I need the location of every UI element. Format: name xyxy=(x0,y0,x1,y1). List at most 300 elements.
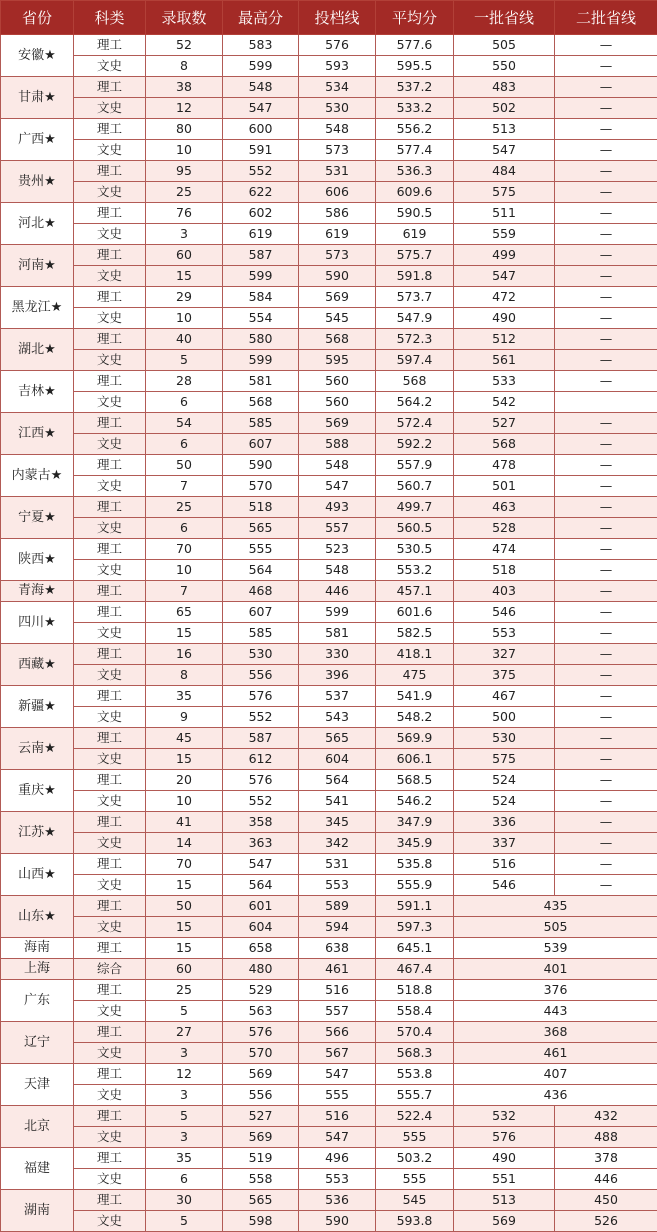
first-batch-line-cell: 513 xyxy=(454,119,555,140)
province-cell: 吉林★ xyxy=(1,371,74,413)
table-row xyxy=(1,644,657,665)
max-score-cell: 556 xyxy=(223,1085,299,1106)
max-score-cell: 554 xyxy=(223,308,299,329)
admitted-count-cell: 8 xyxy=(146,56,223,77)
admitted-count-cell: 50 xyxy=(146,455,223,476)
admitted-count-cell: 7 xyxy=(146,581,223,602)
max-score-cell: 569 xyxy=(223,1127,299,1148)
table-row xyxy=(1,728,657,749)
category-cell: 理工 xyxy=(74,1148,146,1169)
province-cell: 北京 xyxy=(1,1106,74,1148)
province-cell: 上海 xyxy=(1,959,74,980)
first-batch-line-cell: 490 xyxy=(454,1148,555,1169)
second-batch-line-cell: — xyxy=(555,56,657,77)
max-score-cell: 658 xyxy=(223,938,299,959)
province-cell: 江西★ xyxy=(1,413,74,455)
admitted-count-cell: 70 xyxy=(146,854,223,875)
cutoff-line-cell: 569 xyxy=(299,287,376,308)
province-cell: 新疆★ xyxy=(1,686,74,728)
first-batch-line-cell: 551 xyxy=(454,1169,555,1190)
average-score-cell: 568 xyxy=(376,371,454,392)
province-cell: 辽宁 xyxy=(1,1022,74,1064)
average-score-cell: 536.3 xyxy=(376,161,454,182)
second-batch-line-cell: — xyxy=(555,77,657,98)
max-score-cell: 587 xyxy=(223,728,299,749)
cutoff-line-cell: 545 xyxy=(299,308,376,329)
category-cell: 文史 xyxy=(74,476,146,497)
second-batch-line-cell: 432 xyxy=(555,1106,657,1127)
table-row xyxy=(1,203,657,224)
province-cell: 河南★ xyxy=(1,245,74,287)
average-score-cell: 475 xyxy=(376,665,454,686)
cutoff-line-cell: 586 xyxy=(299,203,376,224)
category-cell: 理工 xyxy=(74,245,146,266)
table-row xyxy=(1,329,657,350)
cutoff-line-cell: 573 xyxy=(299,140,376,161)
province-cell: 宁夏★ xyxy=(1,497,74,539)
first-batch-line-cell: 478 xyxy=(454,455,555,476)
table-row xyxy=(1,791,657,812)
first-batch-line-cell: 484 xyxy=(454,161,555,182)
max-score-cell: 569 xyxy=(223,1064,299,1085)
second-batch-line-cell: — xyxy=(555,875,657,896)
category-cell: 文史 xyxy=(74,623,146,644)
category-cell: 文史 xyxy=(74,1085,146,1106)
cutoff-line-cell: 553 xyxy=(299,875,376,896)
average-score-cell: 347.9 xyxy=(376,812,454,833)
category-cell: 文史 xyxy=(74,875,146,896)
table-row xyxy=(1,623,657,644)
header-second-batch-line: 二批省线 xyxy=(555,1,657,35)
category-cell: 理工 xyxy=(74,980,146,1001)
max-score-cell: 363 xyxy=(223,833,299,854)
first-batch-line-cell: 547 xyxy=(454,266,555,287)
admitted-count-cell: 65 xyxy=(146,602,223,623)
table-row xyxy=(1,182,657,203)
category-cell: 综合 xyxy=(74,959,146,980)
average-score-cell: 593.8 xyxy=(376,1211,454,1232)
header-admitted-count: 录取数 xyxy=(146,1,223,35)
category-cell: 文史 xyxy=(74,266,146,287)
second-batch-line-cell: 450 xyxy=(555,1190,657,1211)
max-score-cell: 548 xyxy=(223,77,299,98)
admitted-count-cell: 15 xyxy=(146,917,223,938)
category-cell: 理工 xyxy=(74,539,146,560)
second-batch-line-cell: 446 xyxy=(555,1169,657,1190)
province-cell: 山西★ xyxy=(1,854,74,896)
table-row xyxy=(1,98,657,119)
admitted-count-cell: 50 xyxy=(146,896,223,917)
category-cell: 理工 xyxy=(74,455,146,476)
max-score-cell: 555 xyxy=(223,539,299,560)
max-score-cell: 591 xyxy=(223,140,299,161)
first-batch-line-cell: 576 xyxy=(454,1127,555,1148)
max-score-cell: 480 xyxy=(223,959,299,980)
table-row xyxy=(1,1169,657,1190)
first-batch-line-cell: 527 xyxy=(454,413,555,434)
second-batch-line-cell: — xyxy=(555,98,657,119)
table-row xyxy=(1,413,657,434)
average-score-cell: 558.4 xyxy=(376,1001,454,1022)
cutoff-line-cell: 565 xyxy=(299,728,376,749)
max-score-cell: 530 xyxy=(223,644,299,665)
admitted-count-cell: 38 xyxy=(146,77,223,98)
category-cell: 文史 xyxy=(74,308,146,329)
admitted-count-cell: 10 xyxy=(146,308,223,329)
category-cell: 文史 xyxy=(74,791,146,812)
province-cell: 广东 xyxy=(1,980,74,1022)
average-score-cell: 555.9 xyxy=(376,875,454,896)
admitted-count-cell: 25 xyxy=(146,497,223,518)
max-score-cell: 583 xyxy=(223,35,299,56)
batch-line-merged-cell: 461 xyxy=(454,1043,657,1064)
category-cell: 文史 xyxy=(74,1043,146,1064)
category-cell: 文史 xyxy=(74,392,146,413)
first-batch-line-cell: 550 xyxy=(454,56,555,77)
category-cell: 理工 xyxy=(74,812,146,833)
average-score-cell: 418.1 xyxy=(376,644,454,665)
admitted-count-cell: 7 xyxy=(146,476,223,497)
table-row xyxy=(1,770,657,791)
header-average-score: 平均分 xyxy=(376,1,454,35)
category-cell: 理工 xyxy=(74,497,146,518)
first-batch-line-cell: 483 xyxy=(454,77,555,98)
admitted-count-cell: 9 xyxy=(146,707,223,728)
admitted-count-cell: 3 xyxy=(146,1043,223,1064)
average-score-cell: 591.8 xyxy=(376,266,454,287)
second-batch-line-cell: 378 xyxy=(555,1148,657,1169)
table-row xyxy=(1,518,657,539)
province-cell: 福建 xyxy=(1,1148,74,1190)
province-cell: 湖南 xyxy=(1,1190,74,1232)
first-batch-line-cell: 575 xyxy=(454,182,555,203)
first-batch-line-cell: 327 xyxy=(454,644,555,665)
first-batch-line-cell: 502 xyxy=(454,98,555,119)
cutoff-line-cell: 547 xyxy=(299,1127,376,1148)
average-score-cell: 537.2 xyxy=(376,77,454,98)
first-batch-line-cell: 467 xyxy=(454,686,555,707)
province-cell: 重庆★ xyxy=(1,770,74,812)
province-cell: 山东★ xyxy=(1,896,74,938)
table-row xyxy=(1,224,657,245)
average-score-cell: 568.3 xyxy=(376,1043,454,1064)
cutoff-line-cell: 590 xyxy=(299,266,376,287)
category-cell: 理工 xyxy=(74,119,146,140)
admitted-count-cell: 70 xyxy=(146,539,223,560)
average-score-cell: 606.1 xyxy=(376,749,454,770)
max-score-cell: 552 xyxy=(223,791,299,812)
max-score-cell: 576 xyxy=(223,1022,299,1043)
cutoff-line-cell: 553 xyxy=(299,1169,376,1190)
province-cell: 江苏★ xyxy=(1,812,74,854)
cutoff-line-cell: 536 xyxy=(299,1190,376,1211)
first-batch-line-cell: 532 xyxy=(454,1106,555,1127)
cutoff-line-cell: 548 xyxy=(299,560,376,581)
max-score-cell: 584 xyxy=(223,287,299,308)
average-score-cell: 545 xyxy=(376,1190,454,1211)
admitted-count-cell: 95 xyxy=(146,161,223,182)
cutoff-line-cell: 531 xyxy=(299,161,376,182)
table-row xyxy=(1,665,657,686)
admitted-count-cell: 80 xyxy=(146,119,223,140)
max-score-cell: 619 xyxy=(223,224,299,245)
max-score-cell: 587 xyxy=(223,245,299,266)
table-row xyxy=(1,686,657,707)
admitted-count-cell: 3 xyxy=(146,1127,223,1148)
table-row xyxy=(1,581,657,602)
first-batch-line-cell: 575 xyxy=(454,749,555,770)
second-batch-line-cell: — xyxy=(555,371,657,392)
table-row xyxy=(1,308,657,329)
cutoff-line-cell: 568 xyxy=(299,329,376,350)
max-score-cell: 564 xyxy=(223,560,299,581)
max-score-cell: 601 xyxy=(223,896,299,917)
category-cell: 理工 xyxy=(74,1106,146,1127)
max-score-cell: 590 xyxy=(223,455,299,476)
category-cell: 文史 xyxy=(74,224,146,245)
second-batch-line-cell: 488 xyxy=(555,1127,657,1148)
second-batch-line-cell: — xyxy=(555,161,657,182)
table-row xyxy=(1,1211,657,1232)
average-score-cell: 556.2 xyxy=(376,119,454,140)
cutoff-line-cell: 599 xyxy=(299,602,376,623)
second-batch-line-cell: — xyxy=(555,749,657,770)
cutoff-line-cell: 576 xyxy=(299,35,376,56)
admitted-count-cell: 15 xyxy=(146,938,223,959)
first-batch-line-cell: 512 xyxy=(454,329,555,350)
table-row xyxy=(1,1085,657,1106)
cutoff-line-cell: 548 xyxy=(299,119,376,140)
admitted-count-cell: 25 xyxy=(146,182,223,203)
admitted-count-cell: 3 xyxy=(146,224,223,245)
header-category: 科类 xyxy=(74,1,146,35)
table-row xyxy=(1,350,657,371)
first-batch-line-cell: 559 xyxy=(454,224,555,245)
average-score-cell: 595.5 xyxy=(376,56,454,77)
second-batch-line-cell: — xyxy=(555,308,657,329)
category-cell: 理工 xyxy=(74,581,146,602)
category-cell: 理工 xyxy=(74,371,146,392)
max-score-cell: 565 xyxy=(223,518,299,539)
average-score-cell: 597.3 xyxy=(376,917,454,938)
average-score-cell: 499.7 xyxy=(376,497,454,518)
second-batch-line-cell: — xyxy=(555,812,657,833)
table-row xyxy=(1,875,657,896)
second-batch-line-cell: — xyxy=(555,728,657,749)
average-score-cell: 518.8 xyxy=(376,980,454,1001)
admitted-count-cell: 6 xyxy=(146,1169,223,1190)
category-cell: 文史 xyxy=(74,182,146,203)
cutoff-line-cell: 564 xyxy=(299,770,376,791)
admitted-count-cell: 5 xyxy=(146,350,223,371)
batch-line-merged-cell: 407 xyxy=(454,1064,657,1085)
admitted-count-cell: 10 xyxy=(146,560,223,581)
batch-line-merged-cell: 376 xyxy=(454,980,657,1001)
second-batch-line-cell: — xyxy=(555,707,657,728)
second-batch-line-cell: — xyxy=(555,245,657,266)
average-score-cell: 572.4 xyxy=(376,413,454,434)
province-cell: 四川★ xyxy=(1,602,74,644)
average-score-cell: 553.2 xyxy=(376,560,454,581)
category-cell: 理工 xyxy=(74,602,146,623)
cutoff-line-cell: 531 xyxy=(299,854,376,875)
average-score-cell: 572.3 xyxy=(376,329,454,350)
province-cell: 海南 xyxy=(1,938,74,959)
second-batch-line-cell: 526 xyxy=(555,1211,657,1232)
admitted-count-cell: 5 xyxy=(146,1001,223,1022)
max-score-cell: 612 xyxy=(223,749,299,770)
admitted-count-cell: 25 xyxy=(146,980,223,1001)
table-row xyxy=(1,35,657,56)
province-cell: 内蒙古★ xyxy=(1,455,74,497)
max-score-cell: 547 xyxy=(223,854,299,875)
second-batch-line-cell: — xyxy=(555,434,657,455)
table-row xyxy=(1,371,657,392)
admitted-count-cell: 6 xyxy=(146,392,223,413)
max-score-cell: 519 xyxy=(223,1148,299,1169)
cutoff-line-cell: 590 xyxy=(299,1211,376,1232)
category-cell: 文史 xyxy=(74,833,146,854)
average-score-cell: 533.2 xyxy=(376,98,454,119)
category-cell: 文史 xyxy=(74,56,146,77)
second-batch-line-cell: — xyxy=(555,854,657,875)
first-batch-line-cell: 337 xyxy=(454,833,555,854)
max-score-cell: 558 xyxy=(223,1169,299,1190)
header-first-batch-line: 一批省线 xyxy=(454,1,555,35)
max-score-cell: 529 xyxy=(223,980,299,1001)
average-score-cell: 345.9 xyxy=(376,833,454,854)
admitted-count-cell: 5 xyxy=(146,1211,223,1232)
table-row xyxy=(1,707,657,728)
category-cell: 文史 xyxy=(74,518,146,539)
province-cell: 安徽★ xyxy=(1,35,74,77)
max-score-cell: 599 xyxy=(223,56,299,77)
first-batch-line-cell: 499 xyxy=(454,245,555,266)
average-score-cell: 522.4 xyxy=(376,1106,454,1127)
cutoff-line-cell: 560 xyxy=(299,371,376,392)
table-row xyxy=(1,980,657,1001)
admitted-count-cell: 35 xyxy=(146,686,223,707)
average-score-cell: 609.6 xyxy=(376,182,454,203)
category-cell: 理工 xyxy=(74,854,146,875)
second-batch-line-cell: — xyxy=(555,476,657,497)
header-cutoff-line: 投档线 xyxy=(299,1,376,35)
max-score-cell: 599 xyxy=(223,350,299,371)
first-batch-line-cell: 533 xyxy=(454,371,555,392)
category-cell: 文史 xyxy=(74,434,146,455)
cutoff-line-cell: 567 xyxy=(299,1043,376,1064)
first-batch-line-cell: 463 xyxy=(454,497,555,518)
batch-line-merged-cell: 368 xyxy=(454,1022,657,1043)
max-score-cell: 563 xyxy=(223,1001,299,1022)
category-cell: 文史 xyxy=(74,1211,146,1232)
first-batch-line-cell: 474 xyxy=(454,539,555,560)
second-batch-line-cell: — xyxy=(555,560,657,581)
table-row xyxy=(1,77,657,98)
second-batch-line-cell: — xyxy=(555,329,657,350)
category-cell: 理工 xyxy=(74,329,146,350)
table-row xyxy=(1,161,657,182)
second-batch-line-cell: — xyxy=(555,140,657,161)
first-batch-line-cell: 528 xyxy=(454,518,555,539)
average-score-cell: 577.4 xyxy=(376,140,454,161)
category-cell: 文史 xyxy=(74,707,146,728)
max-score-cell: 552 xyxy=(223,707,299,728)
cutoff-line-cell: 604 xyxy=(299,749,376,770)
max-score-cell: 602 xyxy=(223,203,299,224)
average-score-cell: 575.7 xyxy=(376,245,454,266)
table-row xyxy=(1,119,657,140)
first-batch-line-cell: 553 xyxy=(454,623,555,644)
cutoff-line-cell: 523 xyxy=(299,539,376,560)
second-batch-line-cell: — xyxy=(555,182,657,203)
average-score-cell: 467.4 xyxy=(376,959,454,980)
first-batch-line-cell: 518 xyxy=(454,560,555,581)
cutoff-line-cell: 461 xyxy=(299,959,376,980)
average-score-cell: 457.1 xyxy=(376,581,454,602)
average-score-cell: 564.2 xyxy=(376,392,454,413)
first-batch-line-cell: 530 xyxy=(454,728,555,749)
average-score-cell: 547.9 xyxy=(376,308,454,329)
table-row xyxy=(1,896,657,917)
province-cell: 黑龙江★ xyxy=(1,287,74,329)
cutoff-line-cell: 606 xyxy=(299,182,376,203)
first-batch-line-cell: 561 xyxy=(454,350,555,371)
admitted-count-cell: 5 xyxy=(146,1106,223,1127)
cutoff-line-cell: 537 xyxy=(299,686,376,707)
admitted-count-cell: 30 xyxy=(146,1190,223,1211)
table-row xyxy=(1,287,657,308)
cutoff-line-cell: 593 xyxy=(299,56,376,77)
max-score-cell: 468 xyxy=(223,581,299,602)
cutoff-line-cell: 619 xyxy=(299,224,376,245)
average-score-cell: 546.2 xyxy=(376,791,454,812)
cutoff-line-cell: 330 xyxy=(299,644,376,665)
category-cell: 文史 xyxy=(74,1001,146,1022)
category-cell: 理工 xyxy=(74,1190,146,1211)
second-batch-line-cell: — xyxy=(555,602,657,623)
admitted-count-cell: 16 xyxy=(146,644,223,665)
admitted-count-cell: 12 xyxy=(146,98,223,119)
first-batch-line-cell: 568 xyxy=(454,434,555,455)
first-batch-line-cell: 516 xyxy=(454,854,555,875)
admitted-count-cell: 15 xyxy=(146,623,223,644)
max-score-cell: 358 xyxy=(223,812,299,833)
category-cell: 理工 xyxy=(74,287,146,308)
first-batch-line-cell: 546 xyxy=(454,875,555,896)
category-cell: 文史 xyxy=(74,1127,146,1148)
max-score-cell: 622 xyxy=(223,182,299,203)
second-batch-line-cell: — xyxy=(555,644,657,665)
average-score-cell: 592.2 xyxy=(376,434,454,455)
second-batch-line-cell: — xyxy=(555,518,657,539)
admitted-count-cell: 3 xyxy=(146,1085,223,1106)
max-score-cell: 527 xyxy=(223,1106,299,1127)
first-batch-line-cell: 547 xyxy=(454,140,555,161)
admitted-count-cell: 20 xyxy=(146,770,223,791)
province-cell: 甘肃★ xyxy=(1,77,74,119)
category-cell: 文史 xyxy=(74,749,146,770)
cutoff-line-cell: 396 xyxy=(299,665,376,686)
average-score-cell: 503.2 xyxy=(376,1148,454,1169)
average-score-cell: 601.6 xyxy=(376,602,454,623)
average-score-cell: 568.5 xyxy=(376,770,454,791)
cutoff-line-cell: 560 xyxy=(299,392,376,413)
first-batch-line-cell: 569 xyxy=(454,1211,555,1232)
batch-line-merged-cell: 505 xyxy=(454,917,657,938)
table-row xyxy=(1,1022,657,1043)
admitted-count-cell: 29 xyxy=(146,287,223,308)
